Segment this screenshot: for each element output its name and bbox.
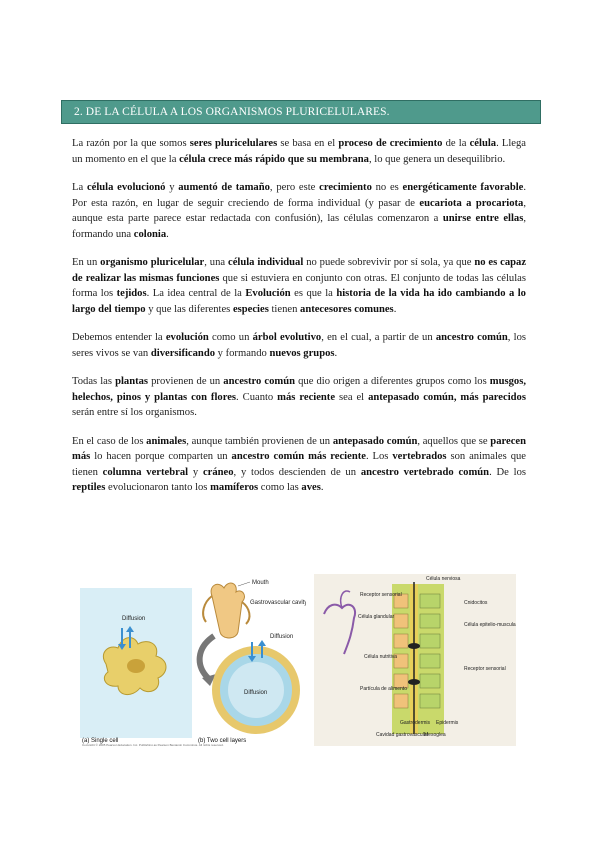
bold-term: más reciente (277, 391, 336, 403)
bold-term: reptiles (72, 482, 106, 493)
label-gastrodermis: Gastrodermis (400, 720, 431, 726)
nerve-cell (408, 643, 420, 649)
label-cavidad: Cavidad gastrovascular (376, 732, 429, 738)
label-particula-alimento: Partícula de alimento (360, 686, 407, 692)
caption-a: (a) Single cell (82, 738, 119, 744)
text-run: Todas las (72, 376, 116, 387)
bold-term: crecimiento (319, 182, 372, 193)
bold-term: ancestro común más reciente (231, 451, 366, 462)
text-run: Debemos entender la (72, 332, 166, 343)
label-mesoglea: Mesoglea (424, 732, 446, 738)
text-run: . (334, 347, 338, 359)
text-run: que si estuviera en conjunto con otras. El conjunto de todas las células forma los (72, 272, 526, 299)
zoom-arrow (200, 636, 214, 678)
text-run: La razón por la que somos (72, 138, 190, 149)
text-run: no es (371, 182, 403, 193)
bold-term: organismo pluricelular (100, 257, 205, 268)
bold-term: colonia (133, 228, 167, 240)
label-celula-nerviosa: Célula nerviosa (426, 576, 461, 582)
text-run: , los seres vivos se van (72, 332, 526, 359)
label-celula-epitelio: Célula epitelio-muscular (464, 622, 516, 628)
diffusion-label: Diffusion (244, 690, 268, 696)
bold-term: evolución (165, 332, 209, 343)
text-run: y que las diferentes (145, 303, 233, 315)
bold-term: ancestro común (435, 332, 508, 343)
bold-term: célula crece más rápido que su membrana (179, 153, 369, 165)
hydra-outline (324, 591, 355, 654)
text-run: En un (72, 257, 101, 268)
text-run: son animales que tienen (72, 451, 526, 478)
text-run: sea el (335, 391, 369, 403)
bold-term: animales (146, 435, 187, 447)
text-run: se basa en el (277, 138, 339, 149)
label-cnidocitos: Cnidocitos (464, 600, 488, 606)
text-run: . Por esta razón, en lugar de seguir creciendo de forma individual (y pasar de (72, 182, 527, 209)
section-header (61, 100, 541, 124)
bold-term: tejidos (116, 288, 147, 299)
text-run: evolucionaron tanto los (105, 482, 211, 493)
section-title: 2. DE LA CÉLULA A LOS ORGANISMOS PLURICELULARES. (74, 106, 390, 118)
text-run: En el caso de los (72, 435, 147, 447)
text-run: , en el cual, a partir de un (321, 332, 436, 343)
bold-term: antepasado común, más parecidos (368, 391, 526, 403)
text-run: como las (258, 482, 302, 493)
bold-term: cráneo (202, 466, 234, 478)
bold-term: especies (232, 303, 269, 315)
label-celula-glandular: Célula glandular (358, 614, 395, 620)
bold-term: vertebrados (392, 451, 447, 462)
paragraph (72, 255, 526, 317)
text-run: . (393, 303, 397, 315)
bold-term: ancestro vertebrado común (360, 466, 490, 478)
text-run: es que la (290, 288, 337, 299)
bold-term: Evolución (245, 288, 291, 299)
bold-term: antecesores comunes (300, 303, 394, 315)
text-run: y (165, 182, 179, 193)
figures-row (78, 574, 516, 746)
label-celula-nutritiva: Célula nutritiva (364, 654, 398, 660)
text-run: . De los (489, 466, 526, 478)
bold-term: columna vertebral (102, 466, 189, 478)
text-run: La (72, 182, 87, 193)
bold-term: unirse entre ellas (442, 213, 524, 224)
text-run: , y todos descienden de un (233, 466, 361, 478)
bold-term: no es capaz de realizar las mismas funciones (72, 257, 527, 284)
text-run: que dio origen a diferentes grupos como los (295, 376, 490, 387)
bold-term: parecen más (72, 435, 526, 462)
bold-term: célula (469, 138, 497, 149)
single-cell-vs-two-layers-figure (78, 574, 306, 746)
hydra-illustration (203, 583, 249, 638)
bold-term: aves (301, 482, 321, 493)
paragraph (72, 180, 526, 242)
bold-term: diversificando (150, 347, 216, 359)
paragraph (72, 434, 526, 496)
text-run: , lo que genera un desequilibrio. (368, 153, 506, 165)
bold-term: energéticamente favorable (402, 182, 524, 193)
mouth-label: Mouth (252, 580, 269, 586)
text-run: . (320, 482, 324, 493)
text-run: y (188, 466, 203, 478)
bold-term: seres pluricelulares (189, 138, 278, 149)
text-run: . Cuanto (236, 391, 278, 403)
caption-b: (b) Two cell layers (198, 738, 247, 744)
bold-term: historia de la vida ha ido cambiando a lo largo del tiempo (72, 288, 526, 315)
bold-term: plantas (115, 376, 149, 387)
diffusion-label: Diffusion (270, 634, 294, 640)
text-run: , aunque esta parte parece estar redactada con confusión), las células comenzaron a (72, 197, 526, 224)
diffusion-label: Diffusion (122, 616, 146, 622)
text-run: , aquellos que se (417, 435, 491, 447)
copyright-credit: Copyright © 2005 Pearson Education, Inc. Publishing as Pearson Benjamin Cummings. All rights reserved. (82, 743, 224, 746)
bold-term: ancestro común (223, 376, 296, 387)
text-run: . Los (365, 451, 393, 462)
bold-term: musgos, helechos, pinos y plantas con flores (72, 376, 527, 403)
label-receptor-sensorial: Receptor sensorial (464, 666, 506, 672)
bold-term: antepasado común (332, 435, 418, 447)
hydra-tissue-diagram (314, 574, 516, 746)
bold-term: célula evolucionó (86, 182, 166, 193)
nerve-cell (408, 679, 420, 685)
diffusion-diagram (78, 574, 306, 746)
text-run: . Llega un momento en el que la (72, 138, 526, 165)
bold-term: proceso de crecimiento (338, 138, 443, 149)
text-run: no puede sobrevivir por sí sola, ya que (303, 257, 475, 268)
bold-term: célula individual (228, 257, 304, 268)
bold-term: eucariota a procariota (419, 197, 524, 209)
text-run: y formando (215, 347, 270, 359)
text-run: , aunque también provienen de un (186, 435, 333, 447)
cell-nucleus (127, 659, 145, 673)
bold-term: aumentó de tamaño (178, 182, 270, 193)
arrowhead-icon (258, 640, 266, 646)
text-run: de la (442, 138, 470, 149)
text-run: serán entre sí los organismos. (72, 407, 197, 418)
text-run: provienen de un (148, 376, 224, 387)
text-run: , pero este (269, 182, 320, 193)
document-body (72, 136, 526, 509)
label-epidermis: Epidermis (436, 720, 459, 726)
text-run: . La idea central de la (146, 288, 246, 299)
bold-term: nuevos grupos (269, 347, 335, 359)
text-run: . (166, 228, 169, 240)
paragraph (72, 136, 526, 167)
bold-term: mamíferos (210, 482, 259, 493)
text-run: tienen (268, 303, 301, 315)
gastrovascular-label: Gastrovascular cavity (250, 600, 306, 606)
bold-term: árbol evolutivo (252, 332, 322, 343)
label-receptor-sensorial: Receptor sensorial (360, 592, 402, 598)
hydra-tissue-figure (314, 574, 516, 746)
text-run: como un (208, 332, 253, 343)
paragraph (72, 374, 526, 421)
text-run: lo hacen porque comparten un (90, 451, 232, 462)
text-run: , formando una (72, 213, 526, 240)
paragraph (72, 330, 526, 361)
text-run: , una (204, 257, 228, 268)
